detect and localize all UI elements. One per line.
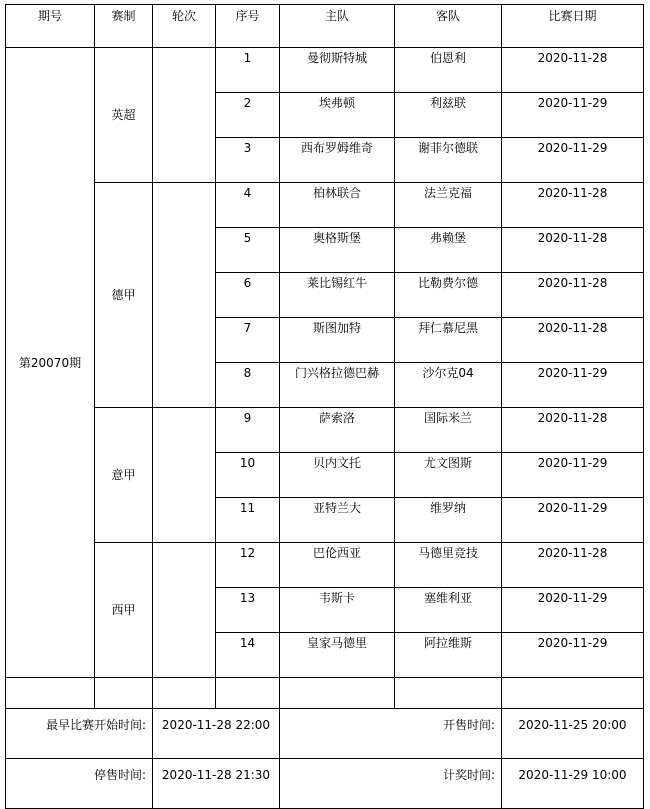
table-row	[6, 183, 644, 228]
away-cell: 谢菲尔德联	[395, 138, 502, 183]
date-cell: 2020-11-29	[502, 363, 644, 408]
away-cell: 弗赖堡	[395, 228, 502, 273]
prize-time-value: 2020-11-29 10:00	[502, 759, 644, 809]
table-row	[6, 543, 644, 588]
home-cell: 韦斯卡	[280, 588, 395, 633]
round-cell	[153, 543, 216, 678]
sale-open-label: 开售时间:	[280, 709, 502, 759]
seq-cell: 2	[216, 93, 280, 138]
empty-row	[6, 678, 644, 709]
round-cell	[153, 48, 216, 183]
away-cell: 利兹联	[395, 93, 502, 138]
date-cell: 2020-11-28	[502, 318, 644, 363]
header-seq: 序号	[216, 5, 280, 48]
header-away: 客队	[395, 5, 502, 48]
away-cell: 拜仁慕尼黑	[395, 318, 502, 363]
date-cell: 2020-11-29	[502, 93, 644, 138]
seq-cell: 4	[216, 183, 280, 228]
away-cell: 尤文图斯	[395, 453, 502, 498]
round-cell	[153, 408, 216, 543]
home-cell: 柏林联合	[280, 183, 395, 228]
header-home: 主队	[280, 5, 395, 48]
away-cell: 伯恩利	[395, 48, 502, 93]
away-cell: 国际米兰	[395, 408, 502, 453]
header-league: 赛制	[95, 5, 153, 48]
sale-stop-label: 停售时间:	[6, 759, 153, 809]
seq-cell: 7	[216, 318, 280, 363]
home-cell: 贝内文托	[280, 453, 395, 498]
sale-open-value: 2020-11-25 20:00	[502, 709, 644, 759]
home-cell: 埃弗顿	[280, 93, 395, 138]
empty-cell	[95, 678, 153, 709]
home-cell: 莱比锡红牛	[280, 273, 395, 318]
away-cell: 维罗纳	[395, 498, 502, 543]
away-cell: 比勒费尔德	[395, 273, 502, 318]
table-row	[6, 48, 644, 93]
date-cell: 2020-11-28	[502, 228, 644, 273]
home-cell: 皇家马德里	[280, 633, 395, 678]
date-cell: 2020-11-28	[502, 543, 644, 588]
empty-cell	[280, 678, 395, 709]
prize-time-label: 计奖时间:	[280, 759, 502, 809]
league-cell: 英超	[95, 48, 153, 183]
home-cell: 西布罗姆维奇	[280, 138, 395, 183]
round-cell	[153, 183, 216, 408]
seq-cell: 14	[216, 633, 280, 678]
home-cell: 亚特兰大	[280, 498, 395, 543]
empty-cell	[502, 678, 644, 709]
seq-cell: 10	[216, 453, 280, 498]
home-cell: 门兴格拉德巴赫	[280, 363, 395, 408]
sale-stop-value: 2020-11-28 21:30	[153, 759, 280, 809]
header-date: 比赛日期	[502, 5, 644, 48]
empty-cell	[6, 678, 95, 709]
home-cell: 巴伦西亚	[280, 543, 395, 588]
date-cell: 2020-11-29	[502, 138, 644, 183]
away-cell: 塞维利亚	[395, 588, 502, 633]
earliest-start-value: 2020-11-28 22:00	[153, 709, 280, 759]
seq-cell: 13	[216, 588, 280, 633]
empty-cell	[216, 678, 280, 709]
home-cell: 奥格斯堡	[280, 228, 395, 273]
footer-row-stop	[6, 759, 644, 809]
date-cell: 2020-11-28	[502, 408, 644, 453]
away-cell: 阿拉维斯	[395, 633, 502, 678]
earliest-start-label: 最早比赛开始时间:	[6, 709, 153, 759]
date-cell: 2020-11-28	[502, 183, 644, 228]
home-cell: 萨索洛	[280, 408, 395, 453]
home-cell: 斯图加特	[280, 318, 395, 363]
seq-cell: 5	[216, 228, 280, 273]
seq-cell: 6	[216, 273, 280, 318]
seq-cell: 11	[216, 498, 280, 543]
home-cell: 曼彻斯特城	[280, 48, 395, 93]
date-cell: 2020-11-29	[502, 633, 644, 678]
date-cell: 2020-11-29	[502, 453, 644, 498]
seq-cell: 3	[216, 138, 280, 183]
away-cell: 马德里竞技	[395, 543, 502, 588]
seq-cell: 9	[216, 408, 280, 453]
league-cell: 西甲	[95, 543, 153, 678]
away-cell: 法兰克福	[395, 183, 502, 228]
footer-row-earliest	[6, 709, 644, 759]
date-cell: 2020-11-29	[502, 498, 644, 543]
league-cell: 意甲	[95, 408, 153, 543]
table-row	[6, 408, 644, 453]
seq-cell: 12	[216, 543, 280, 588]
empty-cell	[153, 678, 216, 709]
league-cell: 德甲	[95, 183, 153, 408]
away-cell: 沙尔克04	[395, 363, 502, 408]
date-cell: 2020-11-29	[502, 588, 644, 633]
empty-cell	[395, 678, 502, 709]
header-round: 轮次	[153, 5, 216, 48]
seq-cell: 8	[216, 363, 280, 408]
seq-cell: 1	[216, 48, 280, 93]
header-row	[6, 5, 644, 48]
schedule-table	[5, 4, 644, 809]
header-period: 期号	[6, 5, 95, 48]
period-cell: 第20070期	[6, 48, 95, 678]
date-cell: 2020-11-28	[502, 48, 644, 93]
date-cell: 2020-11-28	[502, 273, 644, 318]
